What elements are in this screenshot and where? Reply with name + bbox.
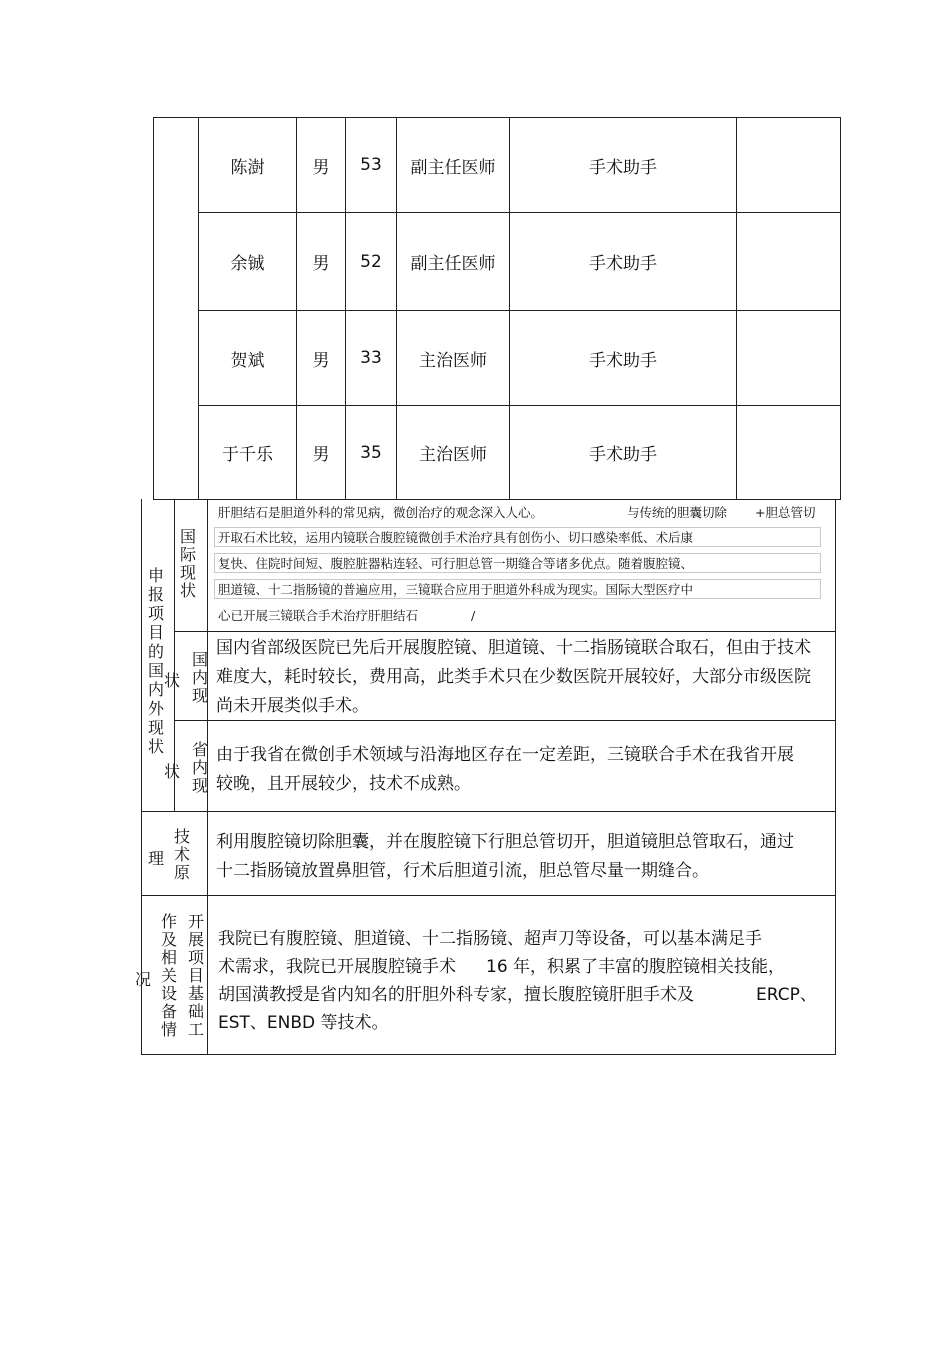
provincial-label-suffix: 状 — [164, 762, 181, 781]
domestic-label: 国内现 — [191, 650, 208, 705]
table-rule — [835, 499, 836, 1055]
age-cell: 35 — [360, 442, 382, 463]
title-cell: 副主任医师 — [410, 157, 496, 178]
age-cell: 53 — [360, 155, 382, 175]
international-label: 国际现状 — [179, 527, 196, 600]
text-line: 胆道镜、十二指肠镜的普遍应用，三镜联合应用于胆道外科成为现实。国际大型医疗中 — [214, 579, 821, 599]
title-cell: 主治医师 — [419, 350, 487, 371]
foundation-label-col2: 作及相关设备情 — [160, 912, 177, 1039]
text-line: 胡国潢教授是省内知名的肝胆外科专家，擅长腹腔镜肝胆手术及 — [218, 985, 694, 1005]
name-cell: 贺斌 — [230, 350, 265, 371]
table-rule — [174, 631, 836, 632]
table-rule — [141, 895, 836, 896]
principle-text: 利用腹腔镜切除胆囊，并在腹腔镜下行胆总管切开，胆道镜胆总管取石，通过十二指肠镜放置鼻胆管，行术后胆道引流，胆总管尽量一期缝合。 — [216, 832, 794, 881]
text-line: ERCP、 — [756, 985, 817, 1005]
provincial-label: 省内现 — [191, 740, 208, 795]
table-rule — [141, 811, 836, 812]
gender-cell: 男 — [312, 350, 330, 371]
text-line: 肝胆结石是胆道外科的常见病，微创治疗的观念深入人心。 与传统的胆囊切除 +胆总管切 — [218, 505, 816, 520]
title-cell: 副主任医师 — [410, 254, 496, 274]
table-rule — [840, 117, 841, 500]
principle-label: 技术原 — [173, 827, 190, 882]
role-cell: 手术助手 — [589, 157, 657, 178]
table-rule — [141, 1054, 836, 1055]
text-line: 16 年，积累了丰富的腹腔镜相关技能， — [486, 957, 786, 977]
table-rule — [153, 499, 841, 500]
name-cell: 于千乐 — [222, 445, 273, 465]
foundation-label-col1: 开展项目基础工 — [187, 912, 204, 1039]
role-cell: 手术助手 — [589, 254, 657, 274]
role-cell: 手术助手 — [589, 445, 657, 465]
text-line: 复快、住院时间短、腹腔脏器粘连轻、可行胆总管一期缝合等诸多优点。随着腹腔镜、 — [214, 553, 821, 573]
foundation-label-col3: 况 — [135, 970, 152, 989]
gender-cell: 男 — [312, 254, 330, 274]
domestic-text: 国内省部级医院已先后开展腹腔镜、胆道镜、十二指肠镜联合取石，但由于技术难度大，耗时较长，费用高，此类手术只在少数医院开展较好，大部分市级医院尚未开展类似手术。 — [216, 638, 811, 716]
table-rule — [736, 117, 737, 500]
text-line: 术需求，我院已开展腹腔镜手术 — [218, 957, 456, 977]
provincial-text: 由于我省在微创手术领域与沿海地区存在一定差距，三镜联合手术在我省开展较晚，且开展较少，技术不成熟。 — [216, 745, 794, 794]
text-line: 心已开展三镜联合手术治疗肝胆结石 / — [218, 608, 476, 623]
title-cell: 主治医师 — [419, 445, 487, 465]
text-line: 开取石术比较，运用内镜联合腹腔镜微创手术治疗具有创伤小、切口感染率低、术后康 — [214, 527, 821, 547]
table-rule — [153, 117, 154, 500]
name-cell: 陈澍 — [230, 157, 265, 178]
domestic-label-suffix: 状 — [164, 671, 181, 690]
age-cell: 52 — [360, 251, 382, 272]
text-line: 我院已有腹腔镜、胆道镜、十二指肠镜、超声刀等设备，可以基本满足手 — [218, 929, 762, 949]
gender-cell: 男 — [312, 157, 330, 178]
status-section-label: 申报项目的国内外现状 — [147, 566, 164, 756]
text-line: EST、ENBD 等技术。 — [218, 1013, 389, 1033]
principle-label-suffix: 理 — [148, 849, 165, 868]
age-cell: 33 — [360, 348, 382, 368]
name-cell: 余铖 — [230, 254, 265, 274]
role-cell: 手术助手 — [589, 350, 657, 371]
gender-cell: 男 — [312, 445, 330, 465]
